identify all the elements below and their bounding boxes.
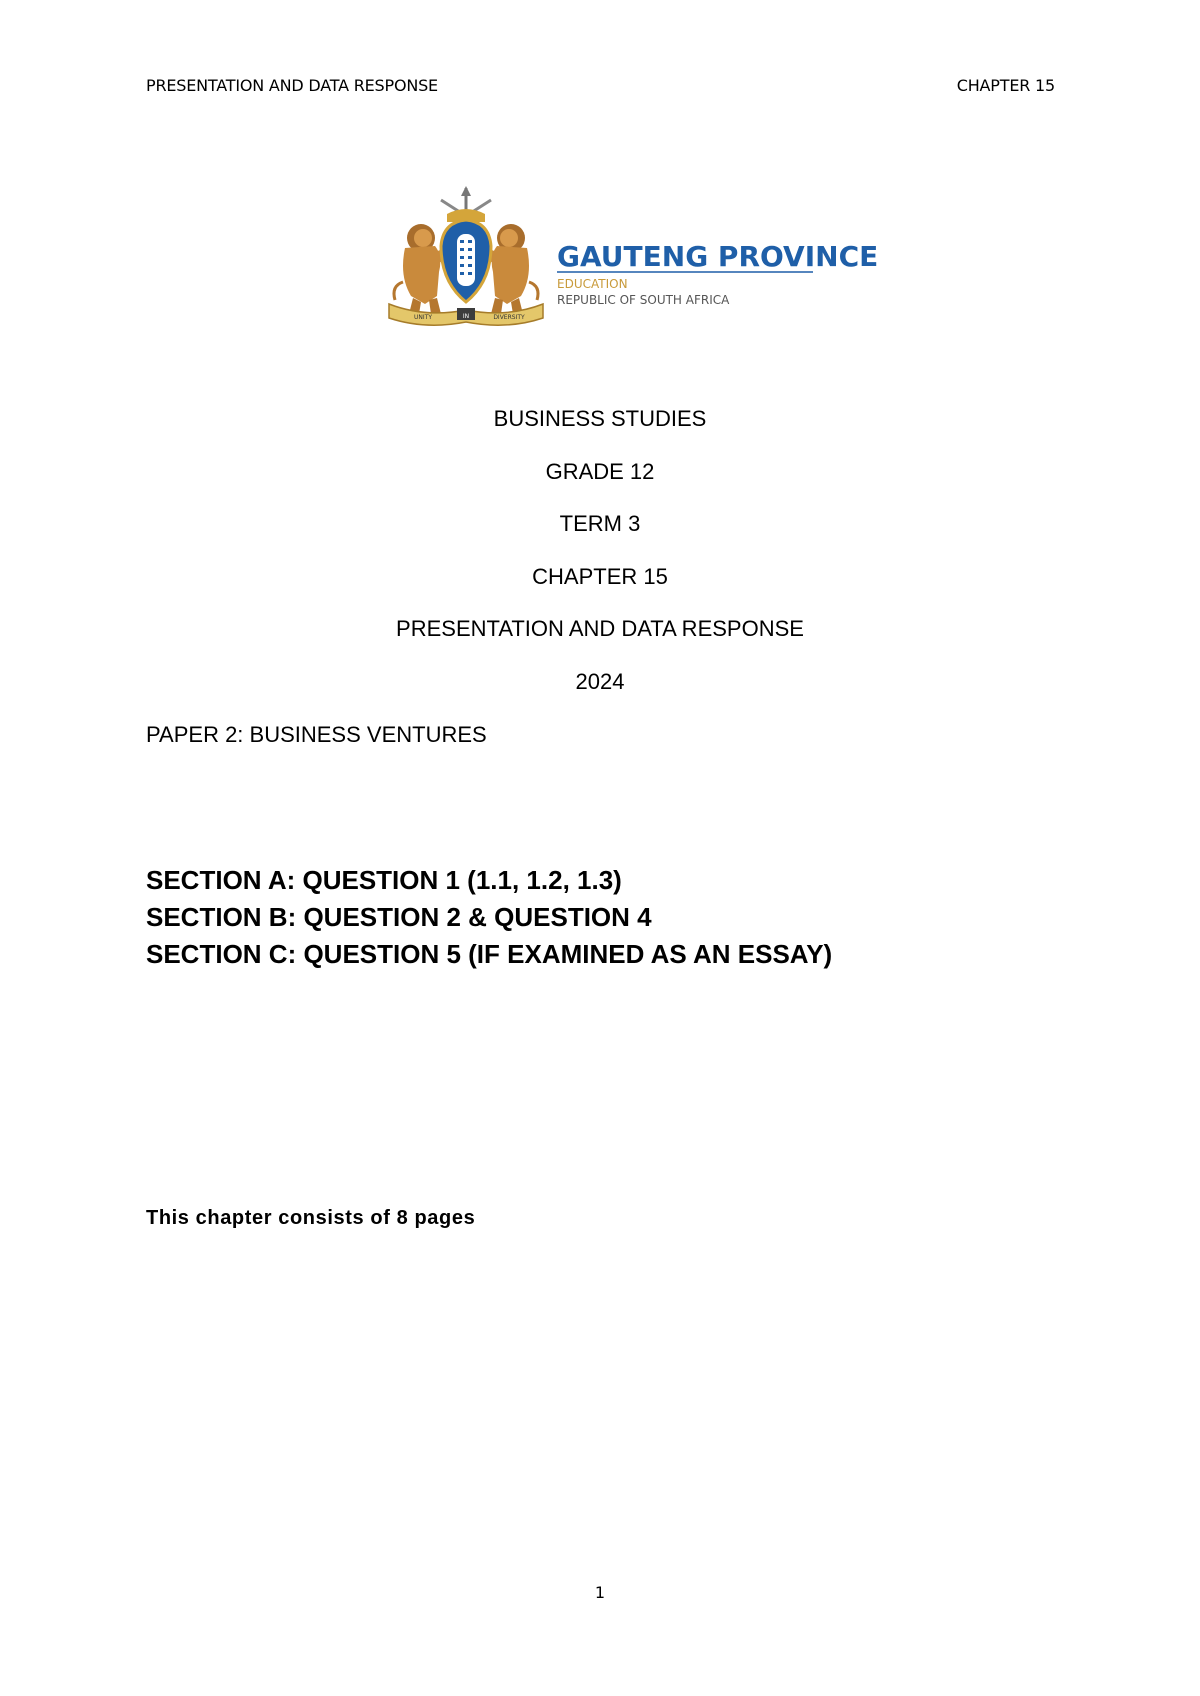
section-c-line: SECTION C: QUESTION 5 (IF EXAMINED AS AN ESSAY) [146,939,833,969]
pages-note: This chapter consists of 8 pages [146,1207,476,1229]
topic-title: PRESENTATION AND DATA RESPONSE [396,616,804,642]
shield-icon [441,220,491,302]
chapter-title: CHAPTER 15 [532,563,668,589]
gauteng-education-logo [385,186,879,326]
logo-department: EDUCATION [557,277,628,291]
header-right-chapter: CHAPTER 15 [956,76,1055,95]
sections-list [146,862,832,973]
section-a-line: SECTION A: QUESTION 1 (1.1, 1.2, 1.3) [146,865,622,895]
cover-title-block [0,406,1200,722]
logo-country: REPUBLIC OF SOUTH AFRICA [557,293,730,307]
motto-left: UNITY [414,314,432,321]
section-b-line: SECTION B: QUESTION 2 & QUESTION 4 [146,902,652,932]
paper-title: PAPER 2: BUSINESS VENTURES [146,722,487,747]
crest-icon [441,186,491,222]
header-left-title: PRESENTATION AND DATA RESPONSE [146,76,438,95]
page-number: 1 [594,1583,606,1602]
page-header [146,76,1055,98]
motto-right: DIVERSITY [493,314,525,321]
term-title: TERM 3 [559,511,641,537]
logo-province-name: GAUTENG PROVINCE [557,240,879,273]
grade-title: GRADE 12 [545,458,655,484]
subject-title: BUSINESS STUDIES [493,406,707,431]
year-title: 2024 [575,668,625,694]
motto-center: IN [462,313,470,320]
